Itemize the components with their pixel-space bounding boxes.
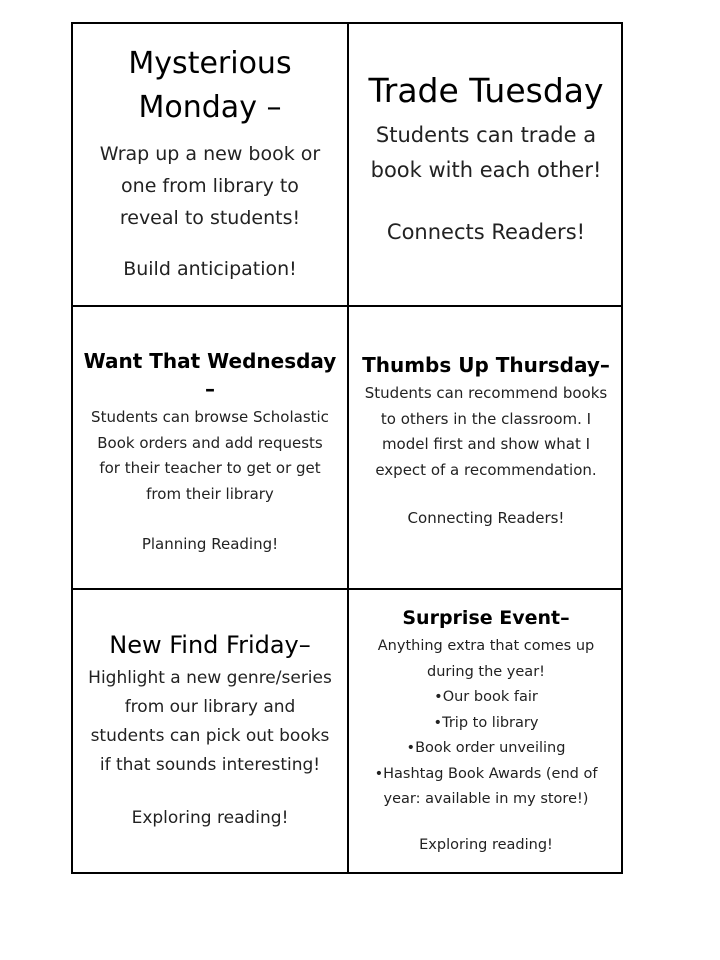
description-line: from our library and xyxy=(124,697,296,717)
title-line: Mysterious xyxy=(128,46,292,81)
description-line: if that sounds interesting! xyxy=(99,755,321,775)
card-description xyxy=(100,138,320,234)
title-line: Monday – xyxy=(138,90,282,125)
description-line: Students can recommend books xyxy=(364,384,608,402)
bullet-item: •Our book fair xyxy=(434,689,538,705)
title-line: Thumbs Up Thursday– xyxy=(362,353,610,377)
card-description xyxy=(365,381,607,483)
card-tagline: Exploring reading! xyxy=(419,836,553,853)
description-line: from their library xyxy=(146,484,274,503)
card-tagline: Connects Readers! xyxy=(386,220,586,244)
description-line: book with each other! xyxy=(370,158,602,182)
card-title xyxy=(402,604,569,632)
card-description xyxy=(375,634,598,813)
bullet-item: •Hashtag Book Awards (end of xyxy=(374,765,598,782)
card-new-find-friday xyxy=(73,590,349,872)
title-line: Surprise Event– xyxy=(402,607,570,629)
card-title xyxy=(368,68,603,114)
description-line: Highlight a new genre/series xyxy=(88,668,332,688)
card-tagline: Connecting Readers! xyxy=(407,509,565,527)
card-tagline: Exploring reading! xyxy=(131,808,289,828)
description-line: model first and show what I xyxy=(381,435,591,453)
bullet-item: •Trip to library xyxy=(433,714,539,731)
card-tagline: Planning Reading! xyxy=(141,535,279,553)
description-line: to others in the classroom. I xyxy=(380,409,592,428)
title-line: New Find Friday– xyxy=(109,631,311,659)
card-title xyxy=(109,628,311,662)
description-line: Students can trade a xyxy=(375,123,597,147)
description-line: Students can browse Scholastic xyxy=(91,408,329,426)
card-want-that-wednesday xyxy=(73,307,349,590)
card-title xyxy=(362,351,610,379)
card-thumbs-up-thursday xyxy=(349,307,623,590)
description-line: Book orders and add requests xyxy=(97,433,323,452)
card-description xyxy=(88,664,332,780)
card-tagline: Build anticipation! xyxy=(123,258,297,280)
card-title xyxy=(128,42,291,130)
card-trade-tuesday xyxy=(349,24,623,307)
activity-card-grid xyxy=(71,22,623,874)
card-surprise-event xyxy=(349,590,623,872)
description-line: during the year! xyxy=(427,663,545,680)
title-line: Want That Wednesday – xyxy=(83,349,337,401)
description-line: for their teacher to get or get xyxy=(99,459,321,477)
description-line: expect of a recommendation. xyxy=(375,460,597,479)
bullet-item: •Book order unveiling xyxy=(406,740,566,756)
description-line: Wrap up a new book or xyxy=(99,143,321,165)
description-line: year: available in my store!) xyxy=(383,791,589,807)
description-line: Anything extra that comes up xyxy=(377,638,595,654)
description-line: reveal to students! xyxy=(119,207,301,229)
card-title xyxy=(79,347,341,403)
card-description xyxy=(371,118,602,188)
description-line: students can pick out books xyxy=(90,726,330,746)
description-line: one from library to xyxy=(121,175,299,197)
card-description xyxy=(91,405,329,507)
title-line: Trade Tuesday xyxy=(368,71,604,110)
card-mysterious-monday xyxy=(73,24,349,307)
